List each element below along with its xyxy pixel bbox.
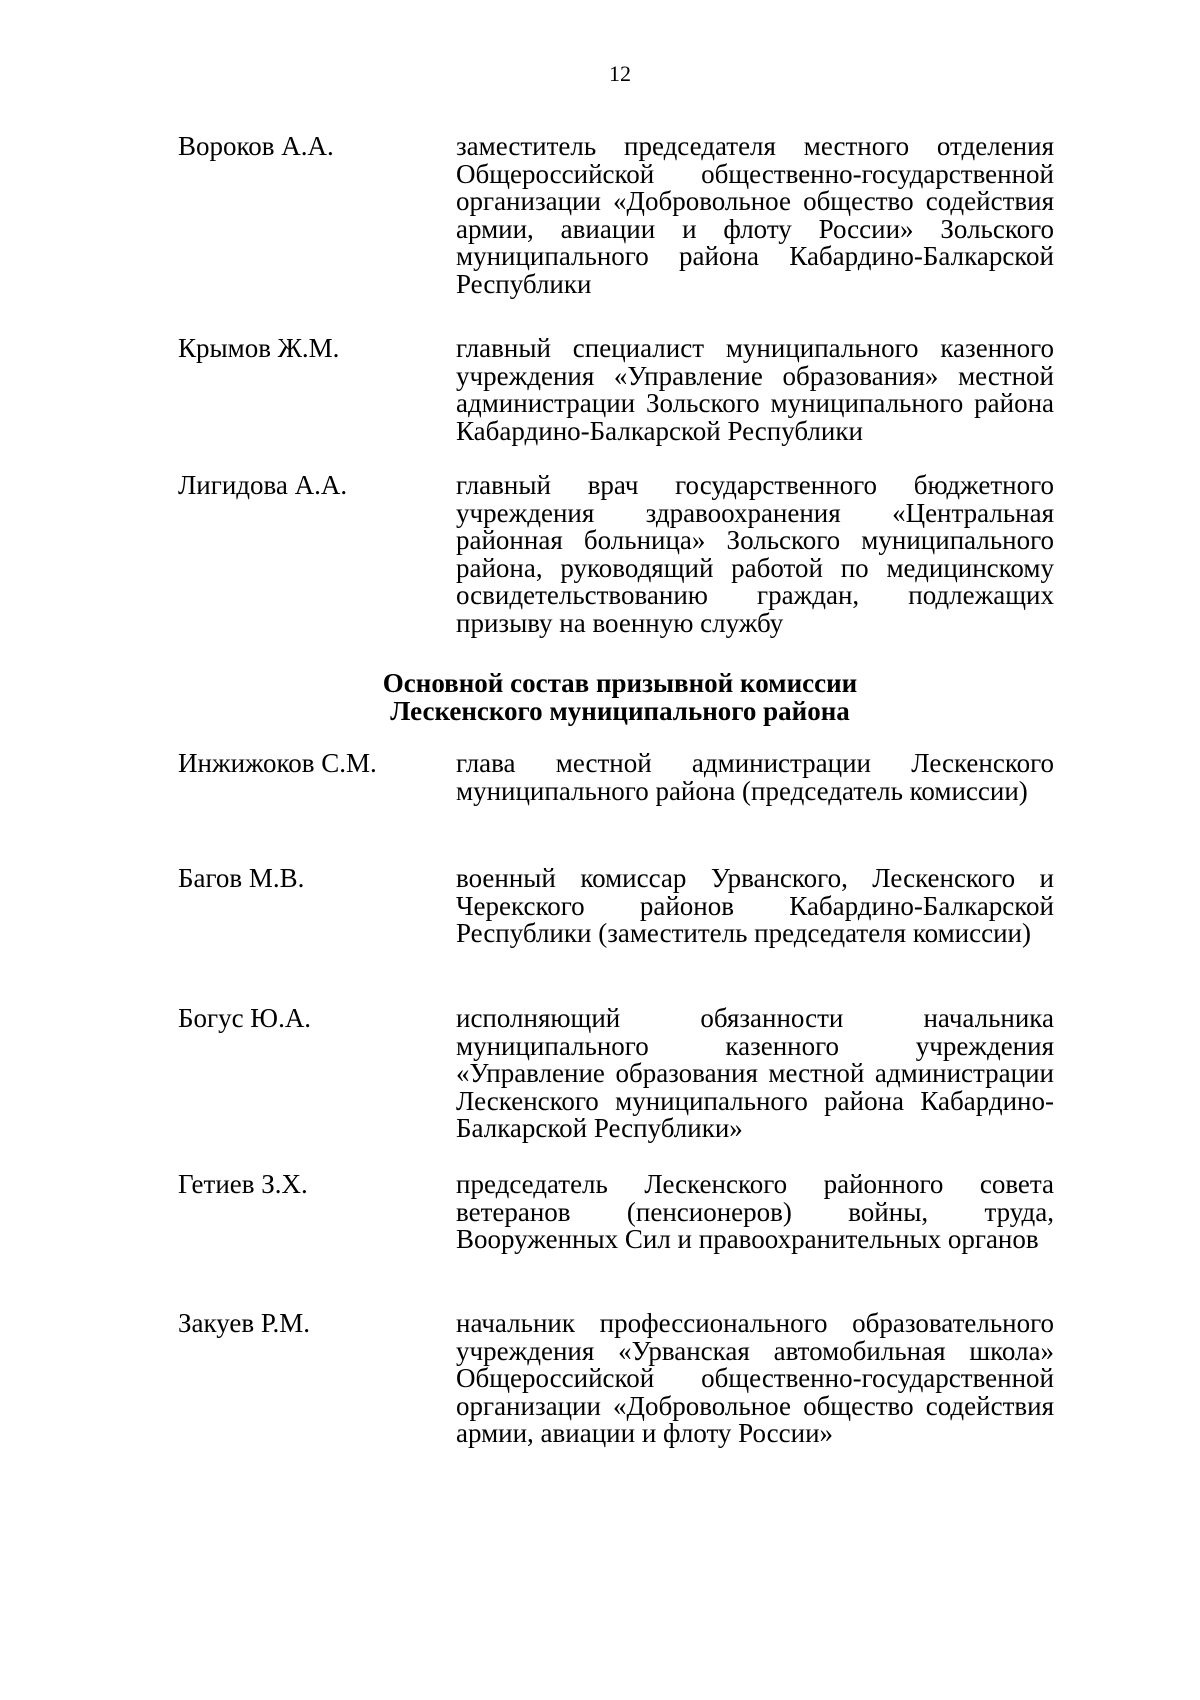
section-heading: [0, 669, 1200, 725]
member-role: главный специалист муниципального казенного учреждения «Управление образования» местной администрации Зольского муниципального района Кабардино-Балкарской Республики: [456, 333, 1054, 446]
member-role: председатель Лескенского районного совета ветеранов (пенсионеров) войны, труда, Вооруженных Сил и правоохранительных органов: [456, 1169, 1054, 1254]
member-role: начальник профессионального образовательного учреждения «Урванская автомобильная школа» Общероссийской общественно-государственной организации «Добровольное общество содействия армии, авиации и флоту России»: [456, 1308, 1054, 1448]
member-name: Богус Ю.А.: [178, 1003, 312, 1033]
member-name: Лигидова А.А.: [178, 470, 348, 500]
member-name: Крымов Ж.М.: [178, 333, 340, 363]
member-name: Инжижоков С.М.: [178, 748, 377, 778]
member-name: Закуев Р.М.: [178, 1308, 311, 1338]
member-role: исполняющий обязанности начальника муниципального казенного учреждения «Управление образования местной администрации Лескенского муниципального района Кабардино-Балкарской Республики»: [456, 1003, 1054, 1143]
member-role: главный врач государственного бюджетного учреждения здравоохранения «Центральная районная больница» Зольского муниципального района, руководящий работой по медицинскому освидетельствованию граждан, подлежащих призыву на военную службу: [456, 470, 1054, 638]
section-heading-line: Лескенского муниципального района: [390, 696, 850, 726]
section-heading-line: Основной состав призывной комиссии: [382, 668, 858, 698]
page-number: 12: [609, 61, 631, 86]
member-name: Багов М.В.: [178, 863, 305, 893]
member-name: Вороков А.А.: [178, 131, 334, 161]
member-role: военный комиссар Урванского, Лескенского и Черекского районов Кабардино-Балкарской Республики (заместитель председателя комиссии): [456, 863, 1054, 948]
member-role: заместитель председателя местного отделения Общероссийской общественно-государственной организации «Добровольное общество содействия армии, авиации и флоту России» Зольского муниципального района Кабардино-Балкарской Республики: [456, 131, 1054, 299]
member-role: глава местной администрации Лескенского муниципального района (председатель комиссии): [456, 748, 1054, 806]
member-name: Гетиев З.Х.: [178, 1169, 308, 1199]
